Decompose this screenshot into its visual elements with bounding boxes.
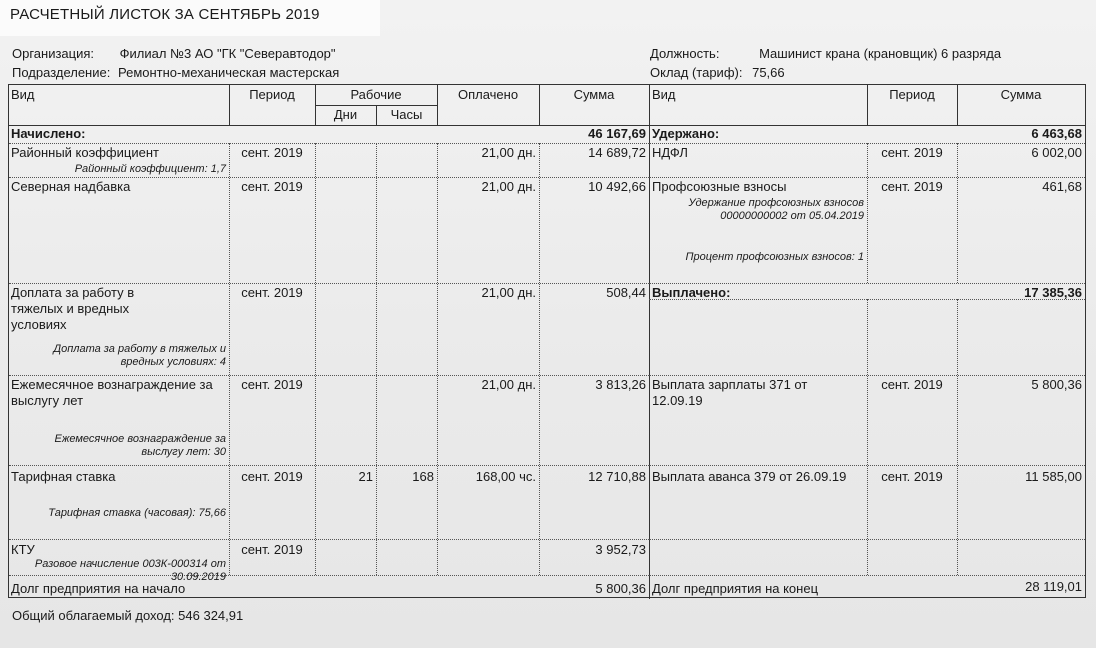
document-title: РАСЧЕТНЫЙ ЛИСТОК ЗА СЕНТЯБРЬ 2019 <box>10 6 320 23</box>
accrued-name: Районный коэффициент <box>11 145 159 160</box>
col-work: Рабочие <box>350 87 402 102</box>
debt-end-value: 28 119,01 <box>1025 579 1082 594</box>
col-vid: Вид <box>11 87 35 102</box>
taxable-income-line <box>12 608 243 623</box>
accrued-total: 46 167,69 <box>588 126 646 141</box>
accrued-paid: 21,00 дн. <box>481 285 536 300</box>
paid-out-name: Выплата аванса 379 от 26.09.19 <box>652 469 847 484</box>
accrued-name: КТУ <box>11 542 35 557</box>
position-value: Машинист крана (крановщик) 6 разряда <box>759 46 1002 61</box>
withheld-sum: 461,68 <box>1042 179 1082 194</box>
col-days: Дни <box>333 107 358 122</box>
accrued-name: Доплата за работу в тяжелых и вредных условиях <box>11 285 135 332</box>
accrued-note: Районный коэффициент: 1,7 <box>74 163 226 175</box>
paid-out-sum: 5 800,36 <box>1031 377 1082 392</box>
col-period: Период <box>249 87 295 102</box>
accrued-period: сент. 2019 <box>241 179 303 194</box>
salary-line <box>650 65 785 80</box>
accrued-paid: 168,00 чс. <box>475 469 536 484</box>
withheld-sum: 6 002,00 <box>1031 145 1082 160</box>
col-r-sum: Сумма <box>1000 87 1042 102</box>
paid-out-period: сент. 2019 <box>881 377 943 392</box>
debt-end-label: Долг предприятия на конец <box>652 581 819 596</box>
accrued-note: Ежемесячное вознаграждение за выслугу лет: 30 <box>54 433 226 458</box>
salary-value: 75,66 <box>752 65 785 80</box>
taxable-value: 546 324,91 <box>178 608 244 623</box>
col-paid: Оплачено <box>457 87 519 102</box>
accrued-sum: 14 689,72 <box>588 145 646 160</box>
accrued-note: Доплата за работу в тяжелых и вредных условиях: 4 <box>53 343 226 368</box>
accrued-name: Тарифная ставка <box>11 469 116 484</box>
paid-out-total: 17 385,36 <box>1024 285 1082 300</box>
accrued-paid: 21,00 дн. <box>481 145 536 160</box>
col-r-vid: Вид <box>652 87 676 102</box>
position-line <box>650 46 1001 61</box>
accrued-period: сент. 2019 <box>241 285 303 300</box>
debt-start-label: Долг предприятия на начало <box>11 581 186 596</box>
accrued-sum: 3 813,26 <box>595 377 646 392</box>
accrued-period: сент. 2019 <box>241 542 303 557</box>
taxable-label: Общий облагаемый доход: <box>12 608 175 623</box>
payslip-table <box>8 84 1086 598</box>
withheld-name: Профсоюзные взносы <box>652 179 787 194</box>
accrued-label: Начислено: <box>11 126 86 141</box>
withheld-note: Процент профсоюзных взносов: 1 <box>685 251 864 263</box>
accrued-hours: 168 <box>412 469 434 484</box>
paid-out-period: сент. 2019 <box>881 469 943 484</box>
paid-out-label: Выплачено: <box>652 285 731 300</box>
accrued-paid: 21,00 дн. <box>481 377 536 392</box>
withheld-period: сент. 2019 <box>881 145 943 160</box>
withheld-total: 6 463,68 <box>1031 126 1082 141</box>
withheld-label: Удержано: <box>652 126 720 141</box>
accrued-period: сент. 2019 <box>241 145 303 160</box>
accrued-sum: 508,44 <box>606 285 646 300</box>
col-hours: Часы <box>390 107 423 122</box>
org-line <box>12 46 336 61</box>
position-label: Должность: <box>650 46 720 61</box>
dept-line <box>12 65 339 80</box>
paid-out-name: Выплата зарплаты 371 от 12.09.19 <box>652 377 808 408</box>
org-label: Организация: <box>12 46 95 61</box>
debt-start-value: 5 800,36 <box>595 581 646 596</box>
col-sum: Сумма <box>573 87 615 102</box>
org-value: Филиал №3 АО "ГК "Северавтодор" <box>119 46 336 61</box>
accrued-period: сент. 2019 <box>241 469 303 484</box>
paid-out-sum: 11 585,00 <box>1025 469 1082 484</box>
dept-label: Подразделение: <box>12 65 111 80</box>
withheld-note: Удержание профсоюзных взносов 00000000002 от 05.04.2019 <box>688 197 864 222</box>
accrued-sum: 12 710,88 <box>588 469 646 484</box>
accrued-note: Тарифная ставка (часовая): 75,66 <box>48 507 226 519</box>
accrued-paid: 21,00 дн. <box>481 179 536 194</box>
accrued-sum: 10 492,66 <box>588 179 646 194</box>
accrued-days: 21 <box>358 469 373 484</box>
accrued-name: Северная надбавка <box>11 179 131 194</box>
accrued-sum: 3 952,73 <box>595 542 646 557</box>
accrued-period: сент. 2019 <box>241 377 303 392</box>
withheld-name: НДФЛ <box>652 145 688 160</box>
accrued-name: Ежемесячное вознаграждение за выслугу лет <box>11 377 213 408</box>
col-r-period: Период <box>889 87 935 102</box>
salary-label: Оклад (тариф): <box>650 65 743 80</box>
dept-value: Ремонтно-механическая мастерская <box>117 65 340 80</box>
withheld-period: сент. 2019 <box>881 179 943 194</box>
accrued-note: Разовое начисление 003К-000314 от 30.09.2019 <box>34 558 226 583</box>
